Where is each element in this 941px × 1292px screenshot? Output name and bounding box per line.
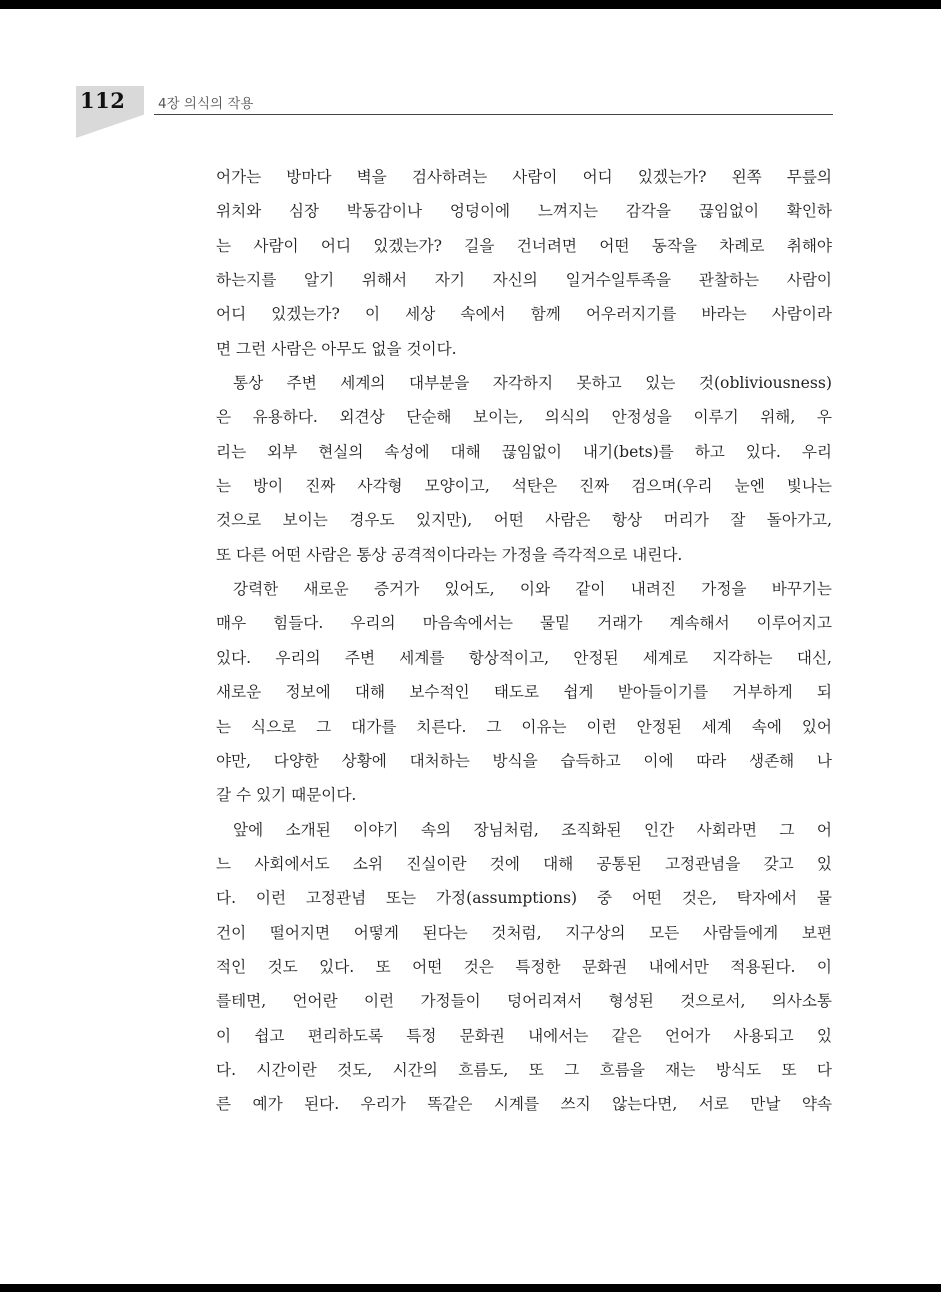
text-line: 는 방이 진짜 사각형 모양이고, 석탄은 진짜 검으며(우리 눈엔 빛나는 <box>216 477 832 496</box>
text-line: 는 사람이 어디 있겠는가? 길을 건너려면 어떤 동작을 차례로 취해야 <box>216 236 832 255</box>
page-number: 112 <box>80 88 126 113</box>
text-line: 있다. 우리의 주변 세계를 항상적이고, 안정된 세계로 지각하는 대신, <box>216 648 832 667</box>
text-line: 는 식으로 그 대가를 치른다. 그 이유는 이런 안정된 세계 속에 있어 <box>216 717 832 736</box>
bottom-border <box>0 1284 941 1292</box>
text-line: 이 쉽고 편리하도록 특정 문화권 내에서는 같은 언어가 사용되고 있 <box>216 1026 832 1045</box>
text-line: 어가는 방마다 벽을 검사하려는 사람이 어디 있겠는가? 왼쪽 무릎의 <box>216 168 832 186</box>
body-text <box>216 160 832 1122</box>
text-line: 강력한 새로운 증거가 있어도, 이와 같이 내려진 가정을 바꾸기는 <box>233 580 832 599</box>
text-line: 새로운 정보에 대해 보수적인 태도로 쉽게 받아들이기를 거부하게 되 <box>216 683 832 702</box>
text-line: 갈 수 있기 때문이다. <box>216 786 357 805</box>
text-line: 하는지를 알기 위해서 자기 자신의 일거수일투족을 관찰하는 사람이 <box>216 271 832 290</box>
text-line: 위치와 심장 박동감이나 엉덩이에 느껴지는 감각을 끊임없이 확인하 <box>216 202 832 221</box>
running-header-chapter-title: 4장 의식의 작용 <box>158 96 254 112</box>
text-line: 야만, 다양한 상황에 대처하는 방식을 습득하고 이에 따라 생존해 나 <box>216 751 832 770</box>
text-line: 다. 시간이란 것도, 시간의 흐름도, 또 그 흐름을 재는 방식도 또 다 <box>216 1060 832 1079</box>
text-line: 면 그런 사람은 아무도 없을 것이다. <box>216 339 457 358</box>
text-line: 적인 것도 있다. 또 어떤 것은 특정한 문화권 내에서만 적용된다. 이 <box>216 957 832 976</box>
text-line: 다. 이런 고정관념 또는 가정(assumptions) 중 어떤 것은, 탁자에서 물 <box>216 889 832 908</box>
text-line: 느 사회에서도 소위 진실이란 것에 대해 공통된 고정관념을 갖고 있 <box>216 854 832 873</box>
text-line: 앞에 소개된 이야기 속의 장님처럼, 조직화된 인간 사회라면 그 어 <box>233 820 832 839</box>
text-line: 통상 주변 세계의 대부분을 자각하지 못하고 있는 것(obliviousness) <box>233 374 832 393</box>
top-border <box>0 0 941 9</box>
text-line: 은 유용하다. 외견상 단순해 보이는, 의식의 안정성을 이루기 위해, 우 <box>216 408 832 427</box>
text-line: 리는 외부 현실의 속성에 대해 끊임없이 내기(bets)를 하고 있다. 우리 <box>216 442 832 461</box>
header-rule <box>154 114 833 115</box>
text-line: 른 예가 된다. 우리가 똑같은 시계를 쓰지 않는다면, 서로 만날 약속 <box>216 1095 832 1114</box>
text-line: 어디 있겠는가? 이 세상 속에서 함께 어우러지기를 바라는 사람이라 <box>216 305 832 324</box>
text-line: 를테면, 언어란 이런 가정들이 덩어리져서 형성된 것으로서, 의사소통 <box>216 992 832 1011</box>
text-line: 것으로 보이는 경우도 있지만), 어떤 사람은 항상 머리가 잘 돌아가고, <box>216 511 832 530</box>
text-line: 건이 떨어지면 어떻게 된다는 것처럼, 지구상의 모든 사람들에게 보편 <box>216 923 832 942</box>
text-line: 또 다른 어떤 사람은 통상 공격적이다라는 가정을 즉각적으로 내린다. <box>216 545 683 564</box>
text-line: 매우 힘들다. 우리의 마음속에서는 물밑 거래가 계속해서 이루어지고 <box>216 614 832 633</box>
